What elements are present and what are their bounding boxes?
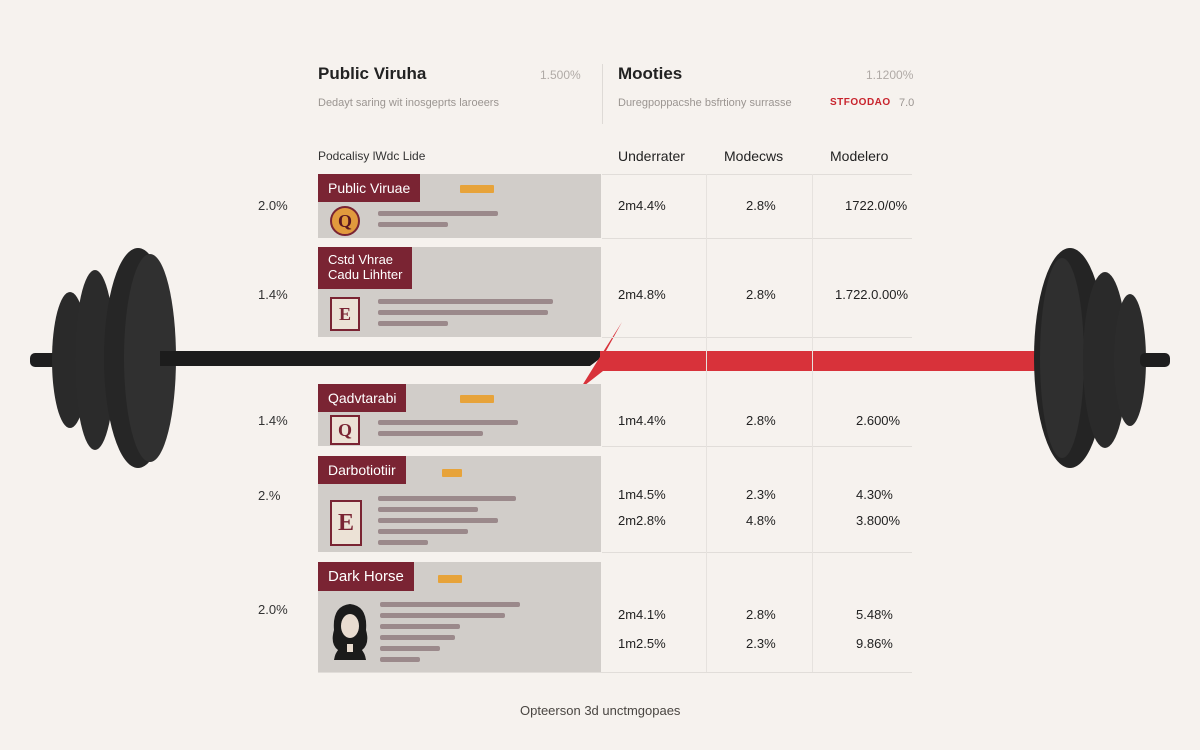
header-divider [602,64,603,124]
card-text-line [378,540,428,545]
card-badge [442,469,462,477]
cell-value: 2.3% [746,636,776,651]
card-text-line [380,657,420,662]
column-header-left: Podcalisy lWdc Lide [318,149,426,163]
list-item[interactable] [318,562,601,672]
column-header-underrater[interactable]: Underrater [618,148,685,164]
card-text-line [380,624,460,629]
card-text-line [378,496,516,501]
header-right-tag: STFOODAO [830,97,891,108]
card-text-line [378,299,553,304]
row-percent: 2.0% [258,602,288,617]
portrait-icon [326,600,374,660]
card-text-line [378,321,448,326]
card-text-line [380,635,455,640]
row-divider [602,552,912,553]
card-badge [438,575,462,583]
cell-value: 1m4.5% [618,487,666,502]
card-text-line [378,529,468,534]
card-badge [460,395,494,403]
team-logo-icon: E [330,297,360,331]
row-divider [318,672,912,673]
cell-value: 5.48% [856,607,893,622]
card-text-line [380,602,520,607]
header-right-title: Mooties [618,64,683,83]
cell-value: 2.8% [746,287,776,302]
cell-value: 1m2.5% [618,636,666,651]
cell-value: 2.8% [746,198,776,213]
card-text-line [380,646,440,651]
cell-value: 2.600% [856,413,901,428]
column-divider [812,174,813,672]
card-text-line [378,222,448,227]
footer-text: Opteerson 3d unctmgopaes [520,703,681,718]
list-item[interactable] [318,174,601,238]
card-text-line [378,420,518,425]
row-percent: 2.% [258,488,281,503]
row-divider [602,337,912,338]
card-text-line [380,613,505,618]
header-left-subtitle: Dedayt saring wit inosgeprts laroeers [318,97,499,109]
row-percent: 1.4% [258,287,288,302]
row-percent: 1.4% [258,413,288,428]
cell-value: 1.722.0.00% [835,287,909,302]
cell-value: 2m4.8% [618,287,666,302]
card-title: Dark Horse [318,562,414,591]
row-divider [602,446,912,447]
column-header-modelero[interactable]: Modelero [830,148,889,164]
card-title: Public Viruae [318,174,420,202]
team-logo-icon: Q [330,206,360,236]
cell-value: 2.8% [746,413,776,428]
cell-value: 9.86% [856,636,893,651]
cell-value: 2m4.4% [618,198,666,213]
cell-value: 1m4.4% [618,413,666,428]
card-title: Qadvtarabi [318,384,406,412]
cell-value: 1722.0/0% [845,198,908,213]
cell-value: 4.30% [856,487,893,502]
card-text-line [378,507,478,512]
header-left-percent: 1.500% [540,68,581,82]
list-item[interactable] [318,384,601,446]
card-title: Darbotiotiir [318,456,406,484]
cell-value: 2.3% [746,487,776,502]
card-text-line [378,310,548,315]
team-logo-icon: Q [330,415,360,445]
cell-value: 4.8% [746,513,776,528]
list-item[interactable] [318,247,601,337]
team-logo-icon: E [330,500,362,546]
cell-value: 3.800% [856,513,901,528]
row-divider [602,238,912,239]
cell-value: 2.8% [746,607,776,622]
row-divider [602,174,912,175]
card-text-line [378,211,498,216]
card-text-line [378,518,498,523]
card-text-line [378,431,483,436]
cell-value: 2m2.8% [618,513,666,528]
list-item[interactable] [318,456,601,552]
row-percent: 2.0% [258,198,288,213]
card-title: Cstd Vhrae Cadu Lihhter [318,247,412,289]
column-divider [706,174,707,672]
header-right-value: 7.0 [899,97,915,109]
header-right-percent: 1.1200% [866,68,914,82]
column-header-modecws[interactable]: Modecws [724,148,784,164]
header-right-subtitle: Duregpoppacshe bsfrtiony surrasse [618,97,792,109]
header-left-title: Public Viruha [318,64,427,83]
card-badge [460,185,494,193]
cell-value: 2m4.1% [618,607,666,622]
